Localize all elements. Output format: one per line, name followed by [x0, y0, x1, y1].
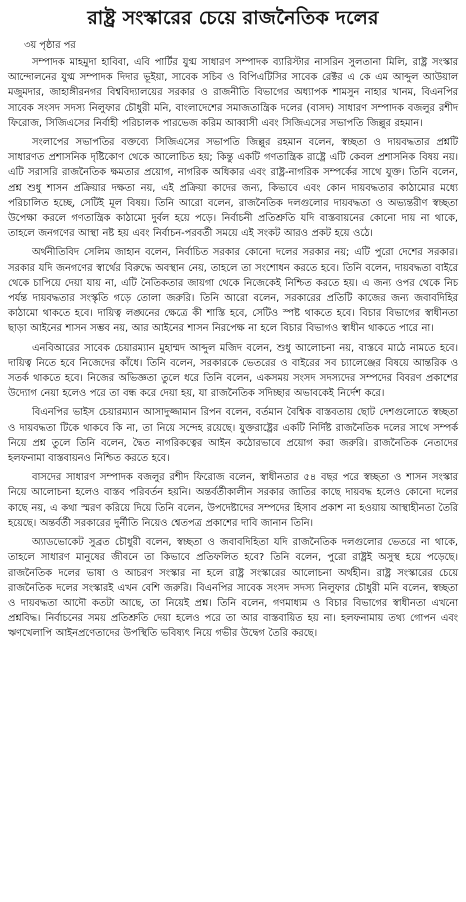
article-paragraph: বাসদের সাধারণ সম্পাদক বজলুর রশীদ ফিরোজ বলেন, স্বাধীনতার ৫৪ বছর পরে স্বচ্ছতা ও শাসন সংস্কার নিয়ে আলোচনা হলেও বাস্তব পরিবর্তন হয়নি। অন্তর্বর্তীকালীন সরকার জাতির কাছে দায়বদ্ধ হলেও কোনো দলের কাছে নয়, এ কথা স্মরণ করিয়ে দিয়ে তিনি বলেন, উপদেষ্টাদের সম্পদের হিসাব প্রকাশ না হওয়ায় আস্থাহীনতা তৈরি হয়েছে। অন্তর্বর্তী সরকারের দুর্নীতি নিয়েও শ্বেতপত্র প্রকাশের দাবি জানান তিনি। [8, 472, 458, 529]
article-body [0, 53, 466, 642]
article-paragraph: এনবিআরের সাবেক চেয়ারম্যান মুহাম্মদ আব্দুল মজিদ বলেন, শুধু আলোচনা নয়, বাস্তবে মাঠে নামতে হবে। দায়িত্ব নিতে হবে নিজেদের কাঁধে। তিনি বলেন, সরকারকে ভেতরের ও বাইরের সব চ্যালেঞ্জের বিষয়ে আন্তরিক ও সতর্ক থাকতে হবে। নিজের অভিজ্ঞতা তুলে ধরে তিনি বলেন, একসময় সংসদ সদস্যদের সম্পদের বিবরণ প্রকাশের উদ্যোগ নেয়া হলেও পরে তা বন্ধ করে দেয়া হয়, যা রাজনৈতিক সদিচ্ছার অভাবকেই নির্দেশ করে। [8, 342, 458, 400]
continued-from-label: ৩য় পৃষ্ঠার পর [24, 40, 76, 51]
article-paragraph: সম্পাদক মাহমুদা হাবিবা, এবি পার্টির যুগ্ম সাধারণ সম্পাদক ব্যারিস্টার নাসরিন সুলতানা মিলি, রাষ্ট্র সংস্কার আন্দোলনের যুগ্ম সম্পাদক দিদার ভূইয়া, সাবেক সচিব ও বিপিএটিসির সাবেক রেক্টর এ কে এম আব্দুল আউয়াল মজুমদার, জাহাঙ্গীরনগর বিশ্ববিদ্যালয়ের সরকার ও রাজনীতি বিভাগের অধ্যাপক শামসুন নাহার খানম, বিএনপির সাবেক সংসদ সদস্য নিলুফার চৌধুরী মনি, বাংলাদেশের সমাজতান্ত্রিক দলের (বাসদ) সাধারণ সম্পাদক বজলুর রশীদ ফিরোজ, সিজিএসের নির্বাহী পরিচালক পারভেজ করিম আব্বাসী এবং সিজিএসের সভাপতি জিল্লুর রহমান। [8, 57, 458, 129]
article-paragraph: বিএনপির ভাইস চেয়ারম্যান আসাদুজ্জামান রিপন বলেন, বর্তমান বৈশ্বিক বাস্তবতায় ছোট দেশগুলোতে স্বচ্ছতা ও দায়বদ্ধতা টিকে থাকবে কি না, তা নিয়ে সন্দেহ রয়েছে। যুক্তরাষ্ট্রের একটি নির্দিষ্ট রাজনৈতিক দলের সাথে সম্পর্ক নিয়ে প্রশ্ন তুলে তিনি বলেন, দ্বৈত নাগরিকত্বের আইন কঠোরভাবে প্রয়োগ করা জরুরি। রাজনৈতিক নেতাদের হলফনামা বাস্তবায়নও নিশ্চিত করতে হবে। [8, 407, 458, 465]
article-headline: রাষ্ট্র সংস্কারের চেয়ে রাজনৈতিক দলের [87, 7, 379, 29]
article-paragraph: অ্যাডভোকেট সুব্রত চৌধুরী বলেন, স্বচ্ছতা ও জবাবদিহিতা যদি রাজনৈতিক দলগুলোর ভেতরে না থাকে, তাহলে সাধারণ মানুষের জীবনে তা কিভাবে প্রতিফলিত হবে? তিনি বলেন, পুরো রাষ্ট্রই অসুস্থ হয়ে পড়েছে। রাজনৈতিক দলের ভাষা ও আচরণ সংস্কার না হলে রাষ্ট্র সংস্কারের আলোচনা অর্থহীন। রাষ্ট্র সংস্কারের চেয়ে রাজনৈতিক দলের সংস্কারই এখন বেশি জরুরি। বিএনপির সাবেক সংসদ সদস্য নিলুফার চৌধুরী মনি বলেন, স্বচ্ছতা ও দায়বদ্ধতা আদৌ কতটা আছে, তা নিয়েই প্রশ্ন। তিনি বলেন, গণমাধ্যম ও বিচার বিভাগের স্বাধীনতা এখনো প্রশ্নবিদ্ধ। নির্বাচনের সময় প্রতিশ্রুতি দেয়া হলেও পরে তা আর বাস্তবায়িত হয় না। হলফনামায় তথ্য গোপন এবং ঋণখেলাপি আইনপ্রণেতাদের উপস্থিতি ভবিষ্যৎ নিয়ে গভীর উদ্বেগ তৈরি করছে। [8, 537, 458, 640]
article-paragraph: অর্থনীতিবিদ সেলিম জাহান বলেন, নির্বাচিত সরকার কোনো দলের সরকার নয়; এটি পুরো দেশের সরকার। সরকার যদি জনগণের স্বার্থের বিরুদ্ধে অবস্থান নেয়, তাহলে তা সংশোধন করতে হবে। তিনি বলেন, দায়বদ্ধতা বাইরে থেকে চাপিয়ে দেয়া যায় না, এটি নৈতিকতার জায়গা থেকে নিজেকেই নিশ্চিত করতে হয়। এ জন্য ওপর থেকে নিচ পর্যন্ত দায়বদ্ধতার সংস্কৃতি গড়ে তোলা জরুরি। তিনি আরো বলেন, সরকারের প্রতিটি কাজের জন্য জবাবদিহির কাঠামো থাকতে হবে। দায়িত্ব লঙ্ঘনের ক্ষেত্রে কী শাস্তি হবে, সেটিও স্পষ্ট থাকতে হবে। বিচার বিভাগের স্বাধীনতা ছাড়া আইনের শাসন সম্ভব নয়, আর আইনের শাসন নিরপেক্ষ না হলে বিচার বিভাগও স্বাধীন থাকতে পারে না। [8, 247, 458, 335]
article-paragraph: সংলাপের সভাপতির বক্তব্যে সিজিএসের সভাপতি জিল্লুর রহমান বলেন, স্বচ্ছতা ও দায়বদ্ধতার প্রশ্নটি সাধারণত প্রশাসনিক দৃষ্টিকোণ থেকে আলোচিত হয়; কিন্তু একটি গণতান্ত্রিক রাষ্ট্রে এটি কেবল প্রশাসনিক বিষয় নয়। এটি সরাসরি রাজনৈতিক ক্ষমতার প্রয়োগ, নাগরিক অধিকার এবং রাষ্ট্র-নাগরিক সম্পর্কের সাথে যুক্ত। তিনি বলেন, প্রশ্ন শুধু শাসন প্রক্রিয়ার দক্ষতা নয়, এই প্রক্রিয়া কাদের জন্য, কিভাবে এবং কোন দায়বদ্ধতার কাঠামোর মধ্যে পরিচালিত হচ্ছে, সেটিই মূল বিষয়। তিনি আরো বলেন, রাজনৈতিক দলগুলোর দায়বদ্ধতা ও অভ্যন্তরীণ স্বচ্ছতা উপেক্ষা করলে গণতান্ত্রিক কাঠামো দুর্বল হয়ে পড়ে। নির্বাচনী প্রতিশ্রুতি যদি বাস্তবায়নের কোনো দায় না থাকে, তাহলে জনগণের আস্থা নষ্ট হয় এবং নির্বাচন-পরবর্তী সময়ে এই সংকট আরও প্রকট হয়ে ওঠে। [8, 137, 458, 240]
